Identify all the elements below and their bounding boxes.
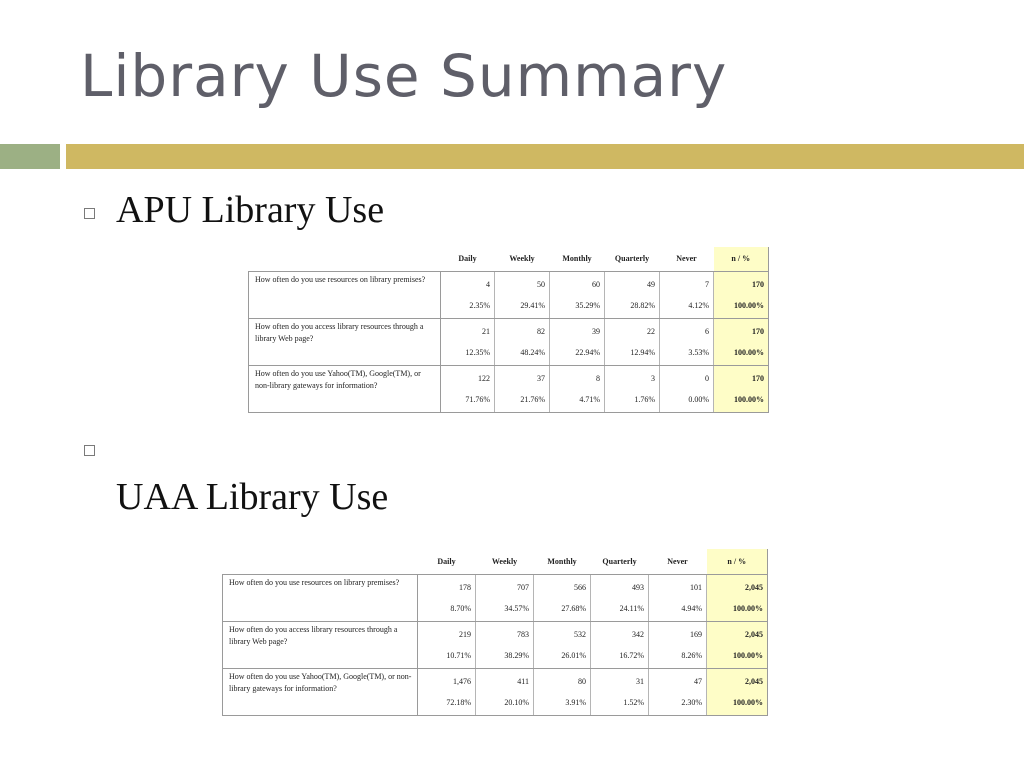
header-weekly: Weekly <box>495 247 550 271</box>
header-weekly: Weekly <box>476 549 534 574</box>
count-cell: 170 <box>714 271 769 295</box>
count-cell: 2,045 <box>707 621 768 645</box>
count-cell: 21 <box>441 318 495 342</box>
question-cell: How often do you use resources on library premises? <box>249 271 441 318</box>
count-cell: 37 <box>495 365 550 389</box>
count-cell: 783 <box>476 621 534 645</box>
percent-cell: 21.76% <box>495 389 550 412</box>
header-quarterly: Quarterly <box>591 549 649 574</box>
count-cell: 219 <box>418 621 476 645</box>
count-cell: 707 <box>476 574 534 598</box>
percent-cell: 100.00% <box>707 645 768 668</box>
header-n-percent: n / % <box>714 247 769 271</box>
count-cell: 80 <box>534 668 591 692</box>
percent-cell: 72.18% <box>418 692 476 715</box>
count-cell: 82 <box>495 318 550 342</box>
count-cell: 532 <box>534 621 591 645</box>
count-cell: 3 <box>605 365 660 389</box>
question-cell: How often do you use Yahoo(TM), Google(TM), or non-library gateways for information? <box>249 365 441 412</box>
count-cell: 50 <box>495 271 550 295</box>
table-row <box>249 365 769 389</box>
count-cell: 342 <box>591 621 649 645</box>
uaa-library-use-table <box>222 549 768 716</box>
count-cell: 8 <box>550 365 605 389</box>
count-cell: 49 <box>605 271 660 295</box>
percent-cell: 12.35% <box>441 342 495 365</box>
header-blank <box>223 549 418 574</box>
bullet-square-icon <box>84 445 95 456</box>
count-cell: 7 <box>660 271 714 295</box>
header-daily: Daily <box>418 549 476 574</box>
count-cell: 22 <box>605 318 660 342</box>
question-cell: How often do you use Yahoo(TM), Google(TM), or non-library gateways for information? <box>223 668 418 715</box>
count-cell: 566 <box>534 574 591 598</box>
bullet-square-icon <box>84 208 95 219</box>
percent-cell: 16.72% <box>591 645 649 668</box>
accent-bar-green <box>0 144 60 169</box>
percent-cell: 27.68% <box>534 598 591 621</box>
table-row <box>249 271 769 295</box>
percent-cell: 71.76% <box>441 389 495 412</box>
count-cell: 39 <box>550 318 605 342</box>
count-cell: 2,045 <box>707 574 768 598</box>
count-cell: 101 <box>649 574 707 598</box>
header-monthly: Monthly <box>534 549 591 574</box>
section-heading-apu: APU Library Use <box>116 189 385 231</box>
table-row <box>223 574 768 598</box>
percent-cell: 100.00% <box>714 389 769 412</box>
percent-cell: 100.00% <box>714 295 769 318</box>
percent-cell: 100.00% <box>707 598 768 621</box>
count-cell: 170 <box>714 318 769 342</box>
percent-cell: 100.00% <box>714 342 769 365</box>
count-cell: 178 <box>418 574 476 598</box>
apu-library-use-table <box>248 247 769 413</box>
percent-cell: 8.26% <box>649 645 707 668</box>
percent-cell: 22.94% <box>550 342 605 365</box>
section-heading-uaa: UAA Library Use <box>116 476 389 518</box>
percent-cell: 34.57% <box>476 598 534 621</box>
header-never: Never <box>649 549 707 574</box>
percent-cell: 3.91% <box>534 692 591 715</box>
header-quarterly: Quarterly <box>605 247 660 271</box>
count-cell: 1,476 <box>418 668 476 692</box>
percent-cell: 4.94% <box>649 598 707 621</box>
percent-cell: 24.11% <box>591 598 649 621</box>
percent-cell: 12.94% <box>605 342 660 365</box>
count-cell: 2,045 <box>707 668 768 692</box>
percent-cell: 10.71% <box>418 645 476 668</box>
percent-cell: 0.00% <box>660 389 714 412</box>
accent-bar-gold <box>66 144 1024 169</box>
percent-cell: 4.71% <box>550 389 605 412</box>
percent-cell: 1.76% <box>605 389 660 412</box>
percent-cell: 3.53% <box>660 342 714 365</box>
percent-cell: 29.41% <box>495 295 550 318</box>
header-blank <box>249 247 441 271</box>
header-monthly: Monthly <box>550 247 605 271</box>
header-never: Never <box>660 247 714 271</box>
slide-title: Library Use Summary <box>80 42 728 110</box>
header-daily: Daily <box>441 247 495 271</box>
table-row <box>223 668 768 692</box>
percent-cell: 48.24% <box>495 342 550 365</box>
percent-cell: 2.35% <box>441 295 495 318</box>
percent-cell: 1.52% <box>591 692 649 715</box>
question-cell: How often do you access library resources through a library Web page? <box>223 621 418 668</box>
header-n-percent: n / % <box>707 549 768 574</box>
question-cell: How often do you access library resources through a library Web page? <box>249 318 441 365</box>
percent-cell: 38.29% <box>476 645 534 668</box>
count-cell: 122 <box>441 365 495 389</box>
table-row <box>223 621 768 645</box>
count-cell: 0 <box>660 365 714 389</box>
count-cell: 169 <box>649 621 707 645</box>
question-cell: How often do you use resources on library premises? <box>223 574 418 621</box>
percent-cell: 26.01% <box>534 645 591 668</box>
count-cell: 60 <box>550 271 605 295</box>
percent-cell: 2.30% <box>649 692 707 715</box>
percent-cell: 28.82% <box>605 295 660 318</box>
count-cell: 170 <box>714 365 769 389</box>
percent-cell: 100.00% <box>707 692 768 715</box>
count-cell: 4 <box>441 271 495 295</box>
count-cell: 493 <box>591 574 649 598</box>
percent-cell: 20.10% <box>476 692 534 715</box>
percent-cell: 8.70% <box>418 598 476 621</box>
count-cell: 411 <box>476 668 534 692</box>
percent-cell: 4.12% <box>660 295 714 318</box>
count-cell: 31 <box>591 668 649 692</box>
table-row <box>249 318 769 342</box>
count-cell: 47 <box>649 668 707 692</box>
percent-cell: 35.29% <box>550 295 605 318</box>
count-cell: 6 <box>660 318 714 342</box>
